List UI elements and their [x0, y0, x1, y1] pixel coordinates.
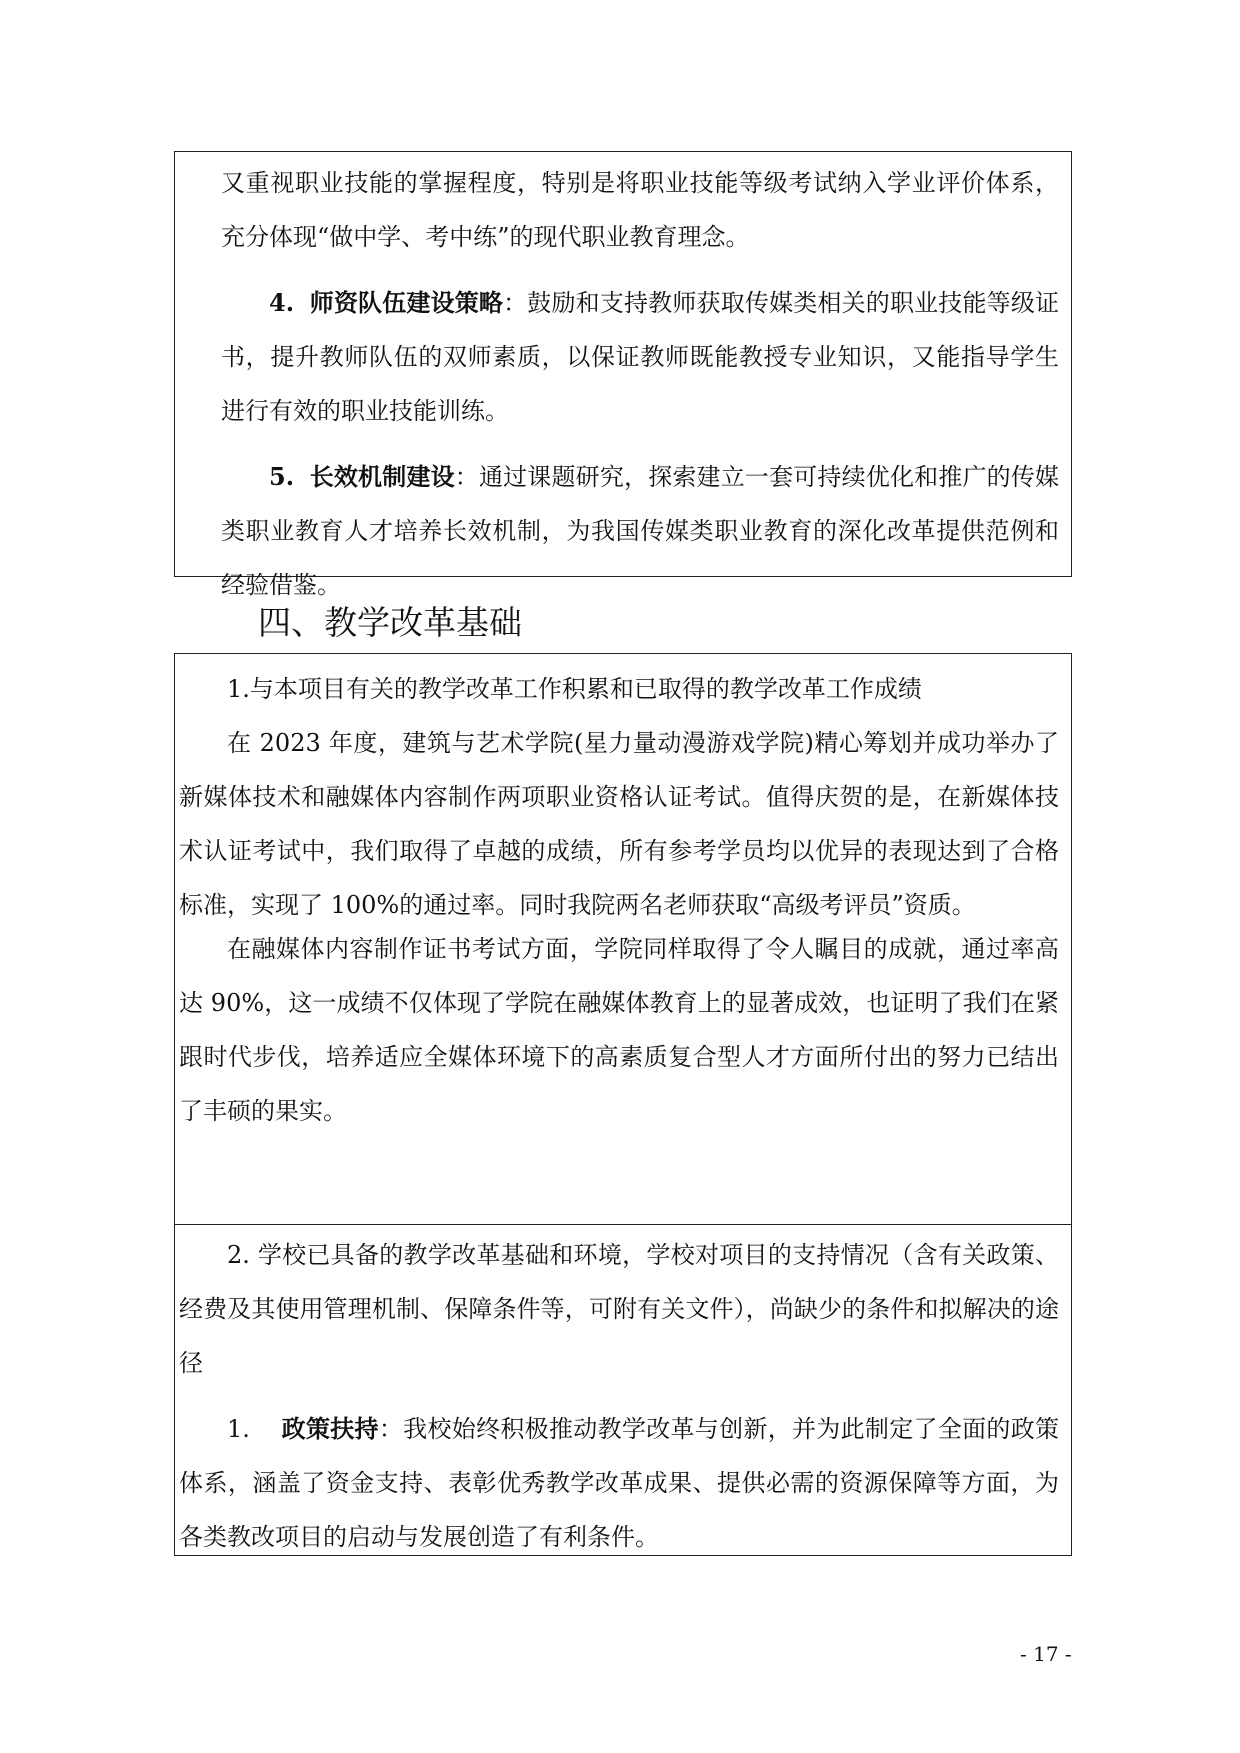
item-heading: 师资队伍建设策略 [309, 288, 504, 317]
paragraph-certification-exams: 在 2023 年度，建筑与艺术学院(星力量动漫游戏学院)精心筹划并成功举办了新媒体技术和融媒体内容制作两项职业资格认证考试。值得庆贺的是，在新媒体技术认证考试中，我们取得了卓越的成绩，所有参考学员均以优异的表现达到了合格标准，实现了 100%的通过率。同时我院两名老师获取“高级考评员”资质。 [179, 729, 1059, 919]
item-text: 我校始终积极推动教学改革与创新，并为此制定了全面的政策体系，涵盖了资金支持、表彰优秀教学改革成果、提供必需的资源保障等方面，为各类教改项目的启动与发展创造了有利条件。 [179, 1415, 1060, 1551]
item-text: 鼓励和支持教师获取传媒类相关的职业技能等级证书，提升教师队伍的双师素质，以保证教师既能教授专业知识，又能指导学生进行有效的职业技能训练。 [221, 289, 1060, 425]
item-colon: ： [378, 1415, 404, 1443]
paragraph-assessment: 又重视职业技能的掌握程度，特别是将职业技能等级考试纳入学业评价体系，充分体现“做中学、考中练”的现代职业教育理念。 [221, 169, 1059, 251]
paragraph-policy-support [179, 1402, 1059, 1564]
item-number: 5. [269, 462, 295, 491]
content-table-continued [174, 151, 1072, 599]
table-row-divider [175, 1224, 1071, 1225]
item-heading: 政策扶持 [281, 1414, 379, 1443]
item-colon: ： [503, 289, 528, 317]
section-heading: 四、教学改革基础 [258, 603, 522, 642]
item-number: 4. [269, 288, 295, 317]
paragraph-media-certificate: 在融媒体内容制作证书考试方面，学院同样取得了令人瞩目的成就，通过率高达 90%，这一成绩不仅体现了学院在融媒体教育上的显著成效，也证明了我们在紧跟时代步伐，培养适应全媒体环境下的高素质复合型人才方面所付出的努力已结出了丰硕的果实。 [179, 935, 1059, 1125]
page-number: - 17 - [1020, 1642, 1072, 1666]
item-heading: 长效机制建设 [309, 462, 455, 491]
item-colon: ： [454, 463, 479, 491]
item-text: 通过课题研究，探索建立一套可持续优化和推广的传媒类职业教育人才培养长效机制，为我国传媒类职业教育的深化改革提供范例和经验借鉴。 [221, 463, 1060, 599]
paragraph-teacher-strategy [221, 276, 1059, 438]
paragraph-long-term-mechanism [221, 450, 1059, 612]
item-number: 1. [227, 1415, 250, 1443]
section2-title: 2. 学校已具备的教学改革基础和环境，学校对项目的支持情况（含有关政策、经费及其使用管理机制、保障条件等，可附有关文件），尚缺少的条件和拟解决的途径 [179, 1241, 1059, 1377]
section1-title: 1.与本项目有关的教学改革工作积累和已取得的教学改革工作成绩 [227, 675, 922, 703]
teaching-reform-foundation-table [174, 653, 1072, 1556]
